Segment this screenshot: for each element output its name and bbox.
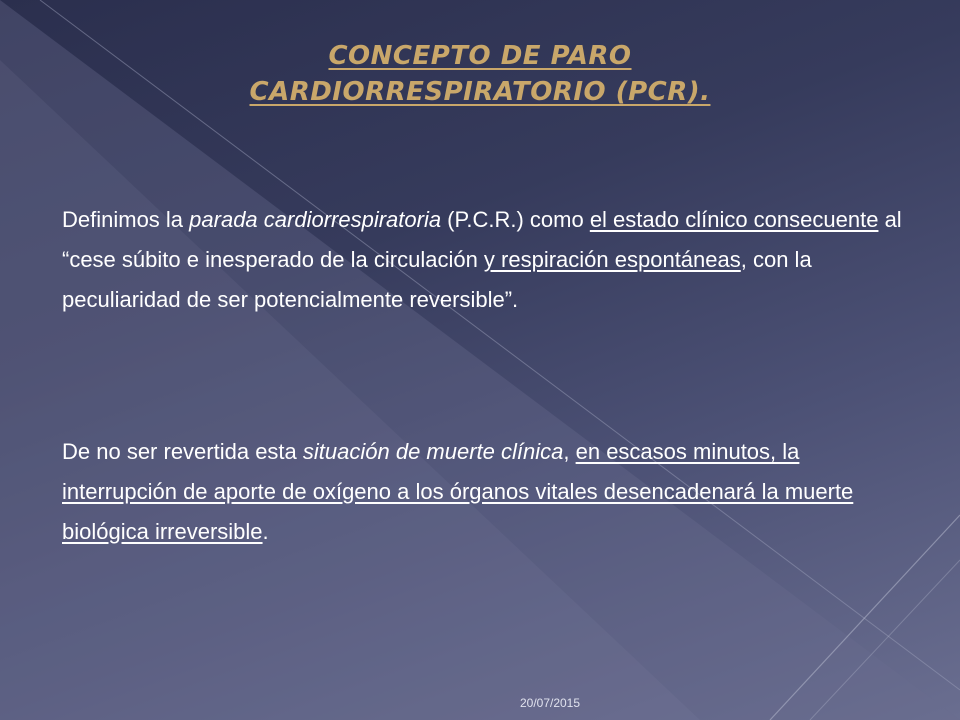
p1-lead: Definimos la: [62, 207, 190, 232]
title-line-2: CARDIORRESPIRATORIO (PCR).: [249, 77, 711, 107]
p1-underlined-2: y respiración espontáneas: [483, 247, 741, 272]
p1-mid-2: al “cese súbito e inesperado de la circulación: [62, 207, 902, 272]
footer-date: 20/07/2015: [519, 696, 581, 710]
p2-underlined-1: en escasos minutos, la interrupción de aporte de oxígeno a los órganos vitales desencadenará la muerte biológica irreversible: [62, 439, 854, 544]
p2-tail: .: [262, 519, 269, 544]
p2-italic-term: situación de muerte clínica: [302, 439, 564, 464]
p1-mid: (P.C.R.) como: [441, 207, 590, 232]
p2-lead: De no ser revertida esta: [62, 439, 303, 464]
p1-italic-term: parada cardiorrespiratoria: [189, 207, 442, 232]
p1-tail: , con la peculiaridad de ser potencialmente reversible”.: [62, 247, 812, 312]
slide-title: [100, 38, 860, 110]
p1-underlined-1: el estado clínico consecuente: [589, 207, 879, 232]
definition-paragraph: [62, 200, 907, 320]
p2-mid: ,: [563, 439, 576, 464]
consequence-paragraph: [62, 432, 907, 552]
background-mid-wedge: [0, 60, 700, 720]
title-line-1: CONCEPTO DE PARO: [328, 41, 632, 71]
